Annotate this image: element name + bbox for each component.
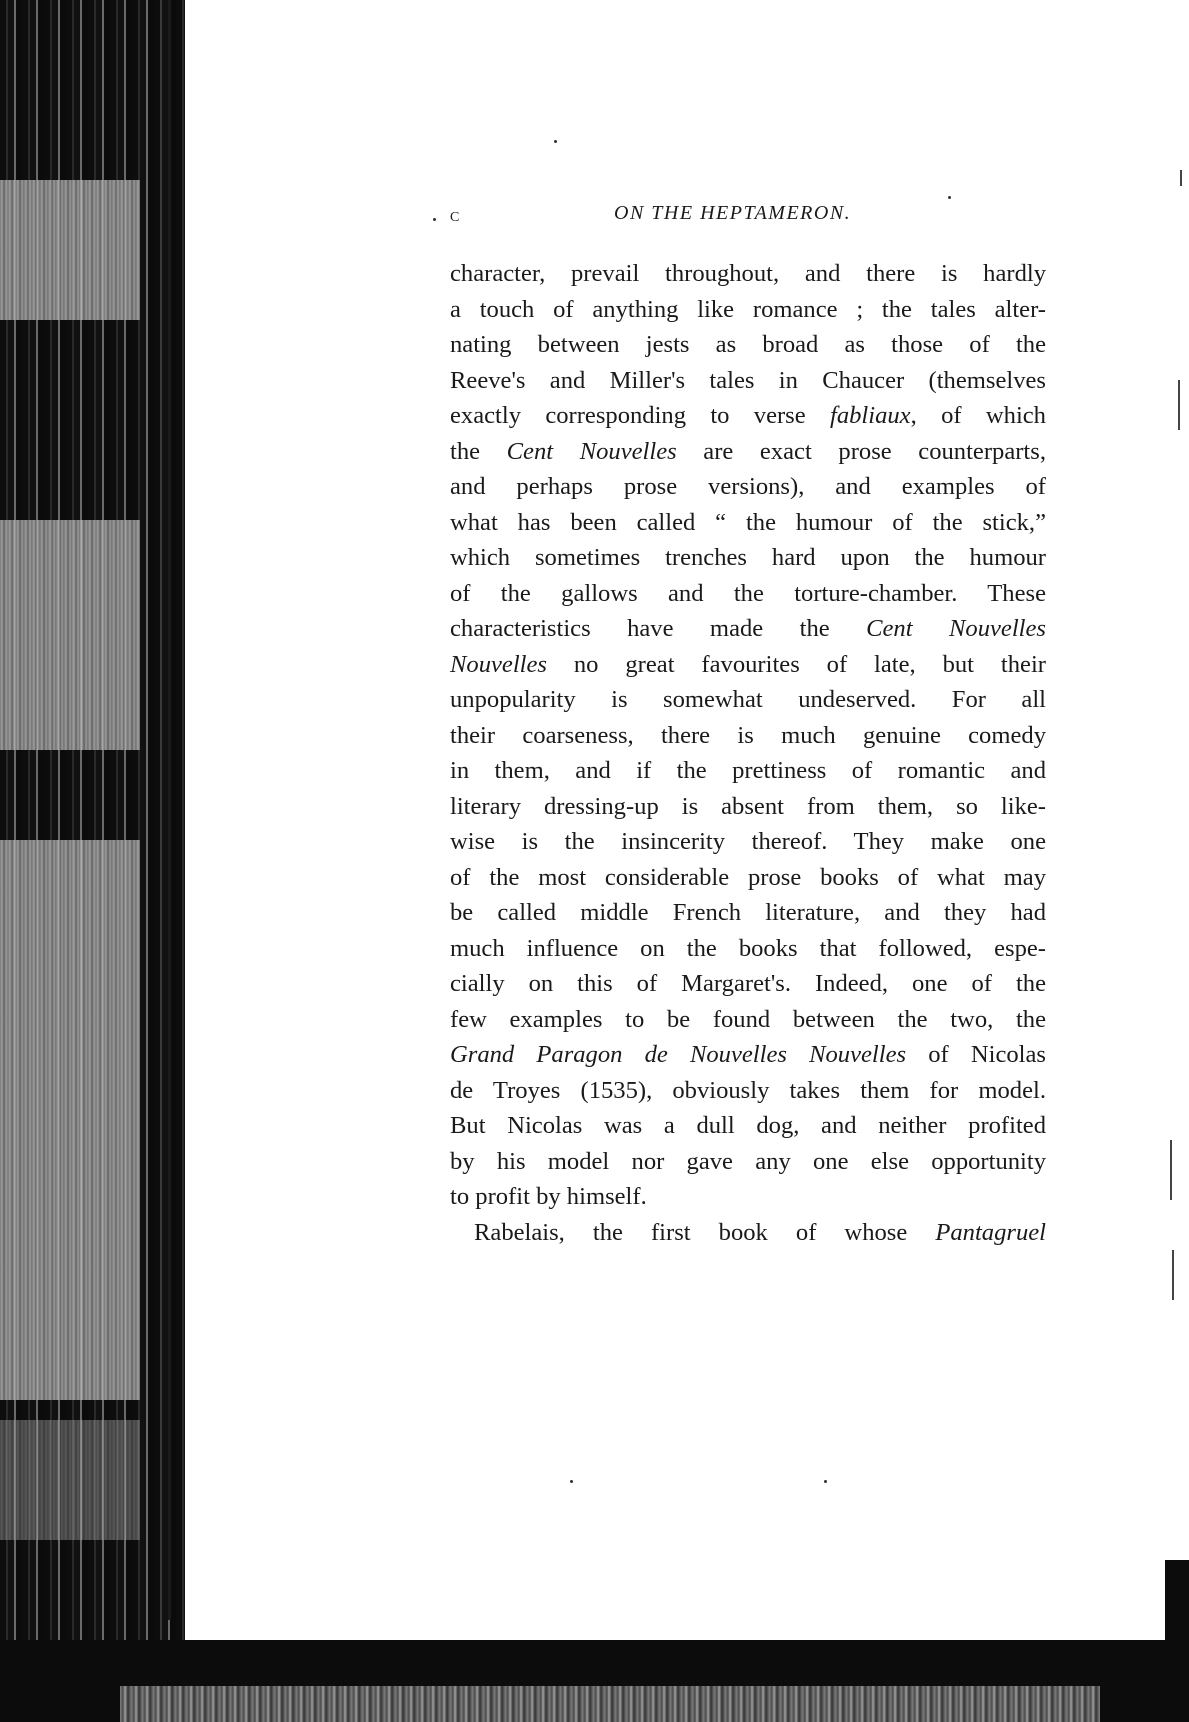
text-segment: a touch of anything like romance ; the tales alter- <box>450 295 1046 323</box>
text-line <box>450 1215 1046 1251</box>
paragraph-1 <box>450 256 1046 1215</box>
text-segment: of the gallows and the torture-chamber. These <box>450 579 1046 607</box>
text-segment: which sometimes trenches hard upon the humour <box>450 544 1046 571</box>
margin-mark <box>1178 380 1180 430</box>
text-segment: of Nicolas <box>906 1041 1046 1068</box>
italic-title: fabliaux <box>830 402 911 429</box>
body-text <box>450 256 1046 1250</box>
margin-mark <box>1180 170 1182 186</box>
text-segment: wise is the insincerity thereof. They make one <box>450 828 1046 855</box>
text-segment: their coarseness, there is much genuine comedy <box>450 721 1046 749</box>
text-segment: to profit by himself. <box>450 1183 647 1210</box>
text-segment: character, prevail throughout, and there is hardly <box>450 260 1046 287</box>
italic-title: Grand Paragon de Nouvelles Nouvelles <box>450 1041 907 1068</box>
text-segment: Reeve's and Miller's tales in Chaucer (themselves <box>450 366 1046 394</box>
margin-mark <box>1172 1250 1174 1300</box>
text-line <box>450 434 1046 470</box>
text-line <box>450 1179 1046 1215</box>
bottom-right-scan-corner <box>1165 1560 1189 1722</box>
scan-dust-dot <box>824 1480 827 1483</box>
text-line <box>450 966 1046 1002</box>
text-segment: few examples to be found between the two, the <box>450 1005 1046 1033</box>
text-segment: much influence on the books that followed, espe- <box>450 934 1046 962</box>
text-line <box>450 1108 1046 1144</box>
text-line <box>450 398 1046 434</box>
text-segment: in them, and if the prettiness of romantic and <box>450 757 1046 784</box>
book-page <box>450 200 1046 1250</box>
gutter-edge-line <box>160 0 162 1640</box>
text-line <box>450 292 1046 328</box>
text-line <box>450 718 1046 754</box>
text-segment: the <box>450 437 507 465</box>
scan-dust-dot <box>570 1480 573 1483</box>
text-segment: Rabelais, the first book of whose <box>474 1218 936 1246</box>
text-segment: no great favourites of late, but their <box>546 650 1046 678</box>
text-segment: literary dressing-up is absent from them, so like- <box>450 792 1046 820</box>
italic-title: Nouvelles <box>450 650 547 678</box>
text-line <box>450 860 1046 896</box>
text-line <box>450 682 1046 718</box>
text-line <box>450 469 1046 505</box>
scan-dust-dot <box>948 196 951 199</box>
text-line <box>450 327 1046 363</box>
scan-dust-dot <box>433 218 436 221</box>
bottom-scan-speckle <box>120 1686 1100 1722</box>
text-line <box>450 789 1046 825</box>
italic-title: Cent Nouvelles <box>866 615 1046 642</box>
text-segment: de Troyes (1535), obviously takes them for model. <box>450 1076 1046 1104</box>
text-segment: But Nicolas was a dull dog, and neither profited <box>450 1112 1046 1139</box>
text-line <box>450 647 1046 683</box>
running-head <box>450 200 1046 234</box>
scan-dust-dot <box>554 140 557 143</box>
running-title: ON THE HEPTAMERON. <box>614 202 852 224</box>
text-line <box>450 1073 1046 1109</box>
text-line <box>450 1037 1046 1073</box>
text-line <box>450 576 1046 612</box>
italic-title: Cent Nouvelles <box>506 437 677 465</box>
text-segment: be called middle French literature, and they had <box>450 899 1046 926</box>
text-segment: cially on this of Margaret's. Indeed, one of the <box>450 970 1046 997</box>
text-line <box>450 363 1046 399</box>
text-line <box>450 1002 1046 1038</box>
text-segment: nating between jests as broad as those of the <box>450 331 1046 358</box>
text-line <box>450 540 1046 576</box>
paragraph-2 <box>450 1215 1046 1251</box>
text-line <box>450 505 1046 541</box>
text-segment: unpopularity is somewhat undeserved. For all <box>450 686 1046 713</box>
text-line <box>450 753 1046 789</box>
gutter-highlight-bottom <box>0 1420 140 1540</box>
text-line <box>450 256 1046 292</box>
italic-title: Pantagruel <box>935 1218 1046 1246</box>
text-segment: are exact prose counterparts, <box>676 437 1046 465</box>
gutter-highlight-upper <box>0 180 140 320</box>
text-segment: , of which <box>910 402 1046 429</box>
page-number: c <box>450 204 461 226</box>
text-segment: characteristics have made the <box>450 615 867 642</box>
text-segment: what has been called “ the humour of the stick,” <box>450 508 1046 536</box>
text-segment: exactly corresponding to verse <box>450 402 830 429</box>
text-segment: of the most considerable prose books of what may <box>450 863 1046 891</box>
text-segment: and perhaps prose versions), and examples of <box>450 473 1046 500</box>
text-line <box>450 611 1046 647</box>
text-line <box>450 824 1046 860</box>
text-segment: by his model nor gave any one else opportunity <box>450 1147 1046 1175</box>
text-line <box>450 1144 1046 1180</box>
margin-mark <box>1170 1140 1172 1200</box>
text-line <box>450 931 1046 967</box>
gutter-highlight-lower <box>0 840 140 1400</box>
gutter-highlight-middle <box>0 520 140 750</box>
text-line <box>450 895 1046 931</box>
gutter-edge-line <box>168 0 171 1620</box>
